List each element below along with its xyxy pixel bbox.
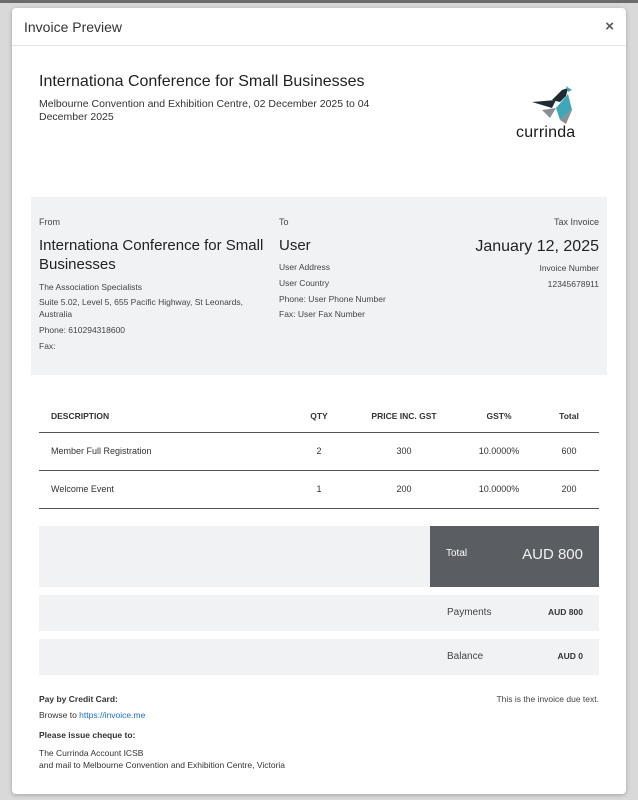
event-title: Internationa Conference for Small Businesses xyxy=(39,73,365,90)
to-country: User Country xyxy=(279,277,330,288)
payment-instructions xyxy=(39,694,599,771)
total-box xyxy=(430,526,599,587)
balance-row xyxy=(39,639,599,675)
item-qty: 2 xyxy=(289,432,349,470)
item-price: 200 xyxy=(349,470,459,508)
payments-value: AUD 800 xyxy=(548,607,583,617)
to-fax: Fax: User Fax Number xyxy=(279,309,365,320)
line-items xyxy=(39,400,599,509)
total-value: AUD 800 xyxy=(522,546,583,563)
total-row xyxy=(39,526,599,587)
item-gst: 10.0000% xyxy=(459,432,539,470)
table-row xyxy=(39,432,599,470)
payments-row xyxy=(39,595,599,631)
from-fax: Fax: xyxy=(39,341,56,352)
col-total: Total xyxy=(539,400,599,432)
close-icon[interactable]: × xyxy=(605,18,614,35)
item-description: Member Full Registration xyxy=(39,432,289,470)
col-price: PRICE INC. GST xyxy=(349,400,459,432)
item-price: 300 xyxy=(349,432,459,470)
balance-label: Balance xyxy=(447,651,484,662)
from-phone: Phone: 610294318600 xyxy=(39,325,126,336)
item-gst: 10.0000% xyxy=(459,470,539,508)
tax-invoice-label: Tax Invoice xyxy=(553,217,599,227)
cheque-title: Please issue cheque to: xyxy=(39,729,136,740)
from-block xyxy=(39,197,274,353)
invoice-number-label: Invoice Number xyxy=(539,263,599,273)
col-qty: QTY xyxy=(289,400,349,432)
item-total: 600 xyxy=(539,432,599,470)
invoice-link[interactable]: https://invoice.me xyxy=(79,709,146,720)
currinda-logo xyxy=(516,80,600,160)
totals-section xyxy=(39,526,599,683)
col-gst: GST% xyxy=(459,400,539,432)
credit-card-title: Pay by Credit Card: xyxy=(39,694,118,704)
total-label: Total xyxy=(446,548,468,559)
from-address: Suite 5.02, Level 5, 655 Pacific Highway, St Leonards, Australia xyxy=(39,297,243,320)
table-row xyxy=(39,470,599,508)
due-text: This is the invoice due text. xyxy=(496,694,599,704)
from-org: The Association Specialists xyxy=(39,281,142,292)
item-qty: 1 xyxy=(289,470,349,508)
invoice-number: 12345678911 xyxy=(547,278,599,289)
payments-label: Payments xyxy=(447,607,492,618)
modal-title: Invoice Preview xyxy=(24,18,123,35)
to-address: User Address xyxy=(279,261,331,272)
line-items-table xyxy=(39,400,599,509)
logo-text: currinda xyxy=(516,124,576,141)
from-name: Internationa Conference for Small Businesses xyxy=(39,237,264,273)
event-subtitle: Melbourne Convention and Exhibition Centre, 02 December 2025 to 04 December 2025 xyxy=(39,98,370,124)
page-top-strip xyxy=(0,0,638,3)
party-details xyxy=(31,197,607,375)
col-description: DESCRIPTION xyxy=(39,400,289,432)
bird-logo-icon xyxy=(530,80,580,126)
cheque-line-1: The Currinda Account ICSB xyxy=(39,747,144,758)
item-total: 200 xyxy=(539,470,599,508)
to-block xyxy=(279,197,439,321)
browse-line xyxy=(39,710,599,722)
balance-value: AUD 0 xyxy=(557,651,583,661)
to-label: To xyxy=(279,217,289,227)
invoice-preview-modal xyxy=(12,8,626,794)
invoice-block xyxy=(439,197,599,291)
to-phone: Phone: User Phone Number xyxy=(279,293,386,304)
invoice-date: January 12, 2025 xyxy=(475,238,599,255)
browse-prefix: Browse to xyxy=(39,709,77,720)
cheque-line-2: and mail to Melbourne Convention and Exhibition Centre, Victoria xyxy=(39,759,286,770)
from-label: From xyxy=(39,217,60,227)
item-description: Welcome Event xyxy=(39,470,289,508)
to-name: User xyxy=(279,237,311,254)
table-header-row xyxy=(39,400,599,432)
modal-header xyxy=(12,8,626,46)
